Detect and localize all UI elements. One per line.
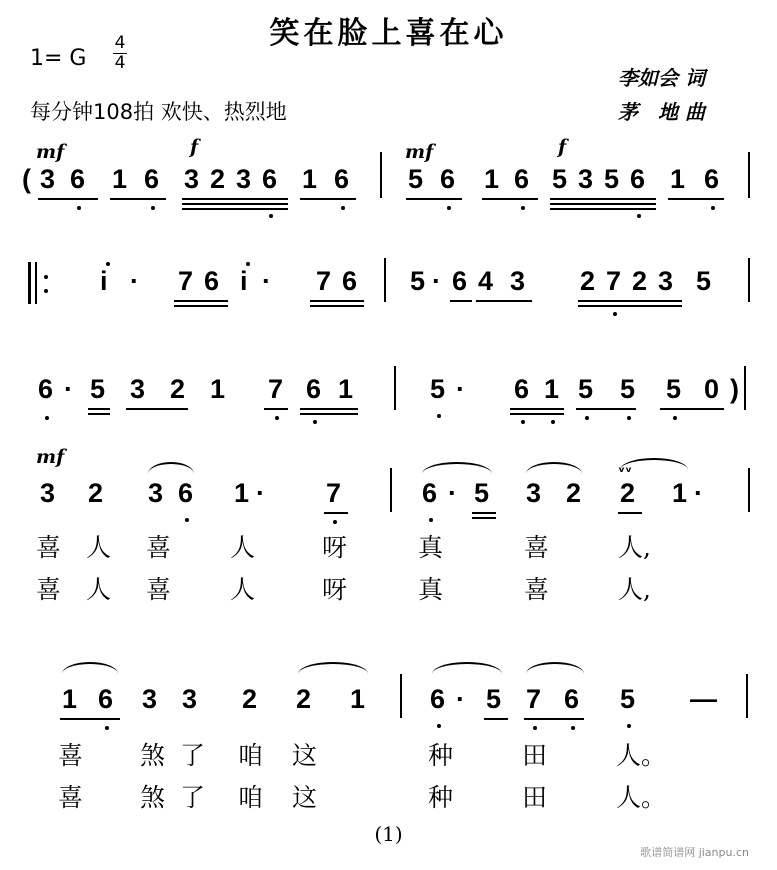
dynamic-f: f bbox=[190, 136, 199, 158]
note: 3 bbox=[578, 164, 594, 194]
underline bbox=[182, 208, 288, 210]
repeat-dot bbox=[44, 289, 48, 293]
note: 1 bbox=[62, 684, 78, 714]
lyric: 人 bbox=[230, 533, 256, 562]
lyric: 真 bbox=[418, 533, 444, 562]
underline bbox=[110, 198, 166, 200]
underline bbox=[472, 512, 496, 514]
octave-dot bbox=[333, 520, 337, 524]
note: 3 bbox=[236, 164, 252, 194]
lyric: 喜 bbox=[58, 783, 84, 812]
lyric: 了 bbox=[180, 783, 206, 812]
note: 3 bbox=[184, 164, 200, 194]
octave-dot bbox=[341, 206, 345, 210]
barline bbox=[748, 258, 750, 302]
note: 6 bbox=[306, 374, 322, 404]
note: 2 bbox=[620, 478, 636, 508]
underline bbox=[310, 305, 364, 307]
dot-extension: · bbox=[64, 374, 73, 404]
slur bbox=[298, 662, 368, 674]
slur bbox=[526, 462, 582, 474]
note: 6 bbox=[514, 164, 530, 194]
underline bbox=[174, 300, 228, 302]
underline bbox=[174, 305, 228, 307]
note: 3 bbox=[658, 266, 674, 296]
note: 1 bbox=[210, 374, 226, 404]
barline bbox=[380, 152, 382, 198]
note: 1 bbox=[112, 164, 128, 194]
dynamic-f: f bbox=[558, 136, 567, 158]
dot-extension: · bbox=[432, 266, 441, 296]
octave-dot bbox=[585, 416, 589, 420]
underline bbox=[550, 198, 656, 200]
slur bbox=[148, 462, 194, 474]
underline bbox=[182, 203, 288, 205]
lyric: 真 bbox=[418, 575, 444, 604]
note: 5 bbox=[90, 374, 106, 404]
note: 6 bbox=[630, 164, 646, 194]
lyric: 喜 bbox=[524, 533, 550, 562]
barline bbox=[394, 366, 396, 410]
dynamic-mf: mf bbox=[405, 141, 434, 163]
dot-extension: · bbox=[448, 478, 457, 508]
note: 2 bbox=[580, 266, 596, 296]
note: 6 bbox=[440, 164, 456, 194]
octave-dot bbox=[627, 724, 631, 728]
high-octave-dot bbox=[106, 262, 110, 266]
lyric: 这 bbox=[292, 783, 318, 812]
underline bbox=[38, 198, 98, 200]
note: 5 bbox=[578, 374, 594, 404]
note: 1 bbox=[350, 684, 366, 714]
key-signature: 1= G bbox=[30, 46, 87, 71]
underline bbox=[88, 408, 110, 410]
note: 0 bbox=[704, 374, 720, 404]
lyric: 人 bbox=[230, 575, 256, 604]
note: 7 bbox=[606, 266, 622, 296]
lyric: 人 bbox=[86, 575, 112, 604]
note: 6 bbox=[334, 164, 350, 194]
note: 5 bbox=[620, 684, 636, 714]
note: 3 bbox=[40, 478, 56, 508]
note: 1 bbox=[234, 478, 250, 508]
barline bbox=[400, 674, 402, 718]
barline bbox=[748, 468, 750, 512]
octave-dot bbox=[533, 726, 537, 730]
note: 5 bbox=[552, 164, 568, 194]
lyric: 了 bbox=[180, 741, 206, 770]
note: 1 bbox=[484, 164, 500, 194]
dot-extension: · bbox=[456, 684, 465, 714]
underline bbox=[324, 512, 348, 514]
note: 6 bbox=[262, 164, 278, 194]
slur bbox=[526, 662, 584, 674]
note: 3 bbox=[182, 684, 198, 714]
note: 6 bbox=[342, 266, 358, 296]
note: 3 bbox=[526, 478, 542, 508]
octave-dot bbox=[275, 416, 279, 420]
note: 6 bbox=[204, 266, 220, 296]
octave-dot bbox=[45, 416, 49, 420]
lyric: 人, bbox=[618, 575, 651, 604]
note: 2 bbox=[566, 478, 582, 508]
lyric: 喜 bbox=[146, 533, 172, 562]
note: 2 bbox=[632, 266, 648, 296]
note: 5 bbox=[666, 374, 682, 404]
lyric: 人。 bbox=[616, 741, 667, 770]
note: 6 bbox=[452, 266, 468, 296]
barline bbox=[748, 152, 750, 198]
note: 4 bbox=[478, 266, 494, 296]
underline bbox=[484, 718, 508, 720]
time-signature-top: 4 bbox=[114, 33, 126, 53]
lyric: 种 bbox=[428, 741, 454, 770]
barline bbox=[746, 674, 748, 718]
underline bbox=[510, 413, 564, 415]
underline bbox=[618, 512, 642, 514]
note: 6 bbox=[564, 684, 580, 714]
slur bbox=[432, 662, 502, 674]
watermark: 歌谱简谱网 jianpu.cn bbox=[640, 846, 749, 859]
lyric: 呀 bbox=[322, 533, 348, 562]
note: 5 bbox=[474, 478, 490, 508]
note: 5 bbox=[620, 374, 636, 404]
underline bbox=[482, 198, 538, 200]
lyric: 咱 bbox=[238, 741, 264, 770]
underline bbox=[550, 203, 656, 205]
octave-dot bbox=[437, 414, 441, 418]
lyric: 喜 bbox=[146, 575, 172, 604]
underline bbox=[472, 517, 496, 519]
note: 5 bbox=[408, 164, 424, 194]
note: 7 bbox=[526, 684, 542, 714]
repeat-start-thin bbox=[35, 262, 37, 304]
underline bbox=[550, 208, 656, 210]
lyric: 喜 bbox=[524, 575, 550, 604]
lyric: 这 bbox=[292, 741, 318, 770]
dynamic-mf: mf bbox=[36, 141, 65, 163]
note: 7 bbox=[268, 374, 284, 404]
note: 6 bbox=[178, 478, 194, 508]
page-number: (1) bbox=[374, 822, 403, 846]
note: 2 bbox=[242, 684, 258, 714]
note: 6 bbox=[422, 478, 438, 508]
slur bbox=[422, 462, 492, 474]
underline bbox=[88, 413, 110, 415]
note: 7 bbox=[316, 266, 332, 296]
underline bbox=[300, 413, 358, 415]
octave-dot bbox=[429, 518, 433, 522]
note: 2 bbox=[88, 478, 104, 508]
octave-dot bbox=[711, 206, 715, 210]
underline bbox=[524, 718, 584, 720]
note: 6 bbox=[38, 374, 54, 404]
dot-extension: · bbox=[694, 478, 703, 508]
lyric: 咱 bbox=[238, 783, 264, 812]
note: 5 bbox=[430, 374, 446, 404]
underline bbox=[578, 300, 682, 302]
note: 5 bbox=[486, 684, 502, 714]
dot-extension: · bbox=[130, 266, 139, 296]
octave-dot bbox=[627, 416, 631, 420]
note: i bbox=[100, 266, 108, 296]
barline bbox=[744, 366, 746, 410]
underline bbox=[264, 408, 288, 410]
octave-dot bbox=[269, 214, 273, 218]
note: 1 bbox=[672, 478, 688, 508]
note: 1 bbox=[670, 164, 686, 194]
underline bbox=[668, 198, 724, 200]
lyric: 人, bbox=[618, 533, 651, 562]
underline bbox=[182, 198, 288, 200]
octave-dot bbox=[313, 420, 317, 424]
note: 6 bbox=[144, 164, 160, 194]
lyric: 煞 bbox=[140, 741, 166, 770]
octave-dot bbox=[521, 206, 525, 210]
underline bbox=[310, 300, 364, 302]
repeat-dot bbox=[44, 275, 48, 279]
lyric: 煞 bbox=[140, 783, 166, 812]
barline bbox=[384, 258, 386, 302]
note: 6 bbox=[704, 164, 720, 194]
note: 5 bbox=[604, 164, 620, 194]
note: 7 bbox=[326, 478, 342, 508]
octave-dot bbox=[613, 312, 617, 316]
repeat-start-thick bbox=[28, 262, 31, 304]
octave-dot bbox=[105, 726, 109, 730]
note: 3 bbox=[40, 164, 56, 194]
time-signature bbox=[112, 34, 128, 73]
octave-dot bbox=[551, 420, 555, 424]
time-signature-bottom: 4 bbox=[114, 53, 126, 73]
underline bbox=[300, 198, 356, 200]
note: 6 bbox=[514, 374, 530, 404]
lyric: 田 bbox=[522, 741, 548, 770]
note: 3 bbox=[148, 478, 164, 508]
octave-dot bbox=[571, 726, 575, 730]
underline bbox=[660, 408, 724, 410]
tempo-marking: 每分钟108拍 欢快、热烈地 bbox=[30, 100, 287, 124]
song-title: 笑在脸上喜在心 bbox=[269, 16, 508, 51]
composer-credit: 茅 地 曲 bbox=[618, 100, 705, 124]
underline bbox=[450, 300, 472, 302]
note: 6 bbox=[98, 684, 114, 714]
note: 1 bbox=[302, 164, 318, 194]
lyric: 种 bbox=[428, 783, 454, 812]
dot-extension: · bbox=[262, 266, 271, 296]
octave-dot bbox=[151, 206, 155, 210]
note: 3 bbox=[130, 374, 146, 404]
underline bbox=[576, 408, 636, 410]
lyricist-credit: 李如会 词 bbox=[618, 66, 705, 90]
octave-dot bbox=[521, 420, 525, 424]
high-octave-dot bbox=[246, 262, 250, 266]
lyric: 喜 bbox=[58, 741, 84, 770]
octave-dot bbox=[77, 206, 81, 210]
note: 5 bbox=[696, 266, 712, 296]
underline bbox=[476, 300, 532, 302]
underline bbox=[300, 408, 358, 410]
lyric: 人。 bbox=[616, 783, 667, 812]
underline bbox=[406, 198, 462, 200]
dot-extension: · bbox=[456, 374, 465, 404]
octave-dot bbox=[637, 214, 641, 218]
underline bbox=[578, 305, 682, 307]
note: 2 bbox=[170, 374, 186, 404]
note: 6 bbox=[70, 164, 86, 194]
lyric: 人 bbox=[86, 533, 112, 562]
lyric: 田 bbox=[522, 783, 548, 812]
note: 7 bbox=[178, 266, 194, 296]
dynamic-mf: mf bbox=[36, 446, 65, 468]
note: 3 bbox=[510, 266, 526, 296]
dash-extension: — bbox=[690, 684, 717, 714]
paren-close: ) bbox=[730, 374, 739, 404]
lyric: 呀 bbox=[322, 575, 348, 604]
underline bbox=[510, 408, 564, 410]
slur bbox=[62, 662, 118, 674]
lyric: 喜 bbox=[36, 533, 62, 562]
lyric: 喜 bbox=[36, 575, 62, 604]
note: 5 bbox=[410, 266, 426, 296]
octave-dot bbox=[185, 518, 189, 522]
octave-dot bbox=[437, 724, 441, 728]
underline bbox=[126, 408, 188, 410]
dot-extension: · bbox=[256, 478, 265, 508]
barline bbox=[390, 468, 392, 512]
mordent-icon: ᵥᵥ bbox=[618, 460, 633, 476]
note: 3 bbox=[142, 684, 158, 714]
note: 6 bbox=[430, 684, 446, 714]
note: 1 bbox=[544, 374, 560, 404]
octave-dot bbox=[447, 206, 451, 210]
note: 1 bbox=[338, 374, 354, 404]
note: 2 bbox=[296, 684, 312, 714]
octave-dot bbox=[673, 416, 677, 420]
paren-open: ( bbox=[22, 164, 31, 194]
note: 2 bbox=[210, 164, 226, 194]
note: i bbox=[240, 266, 248, 296]
underline bbox=[60, 718, 120, 720]
